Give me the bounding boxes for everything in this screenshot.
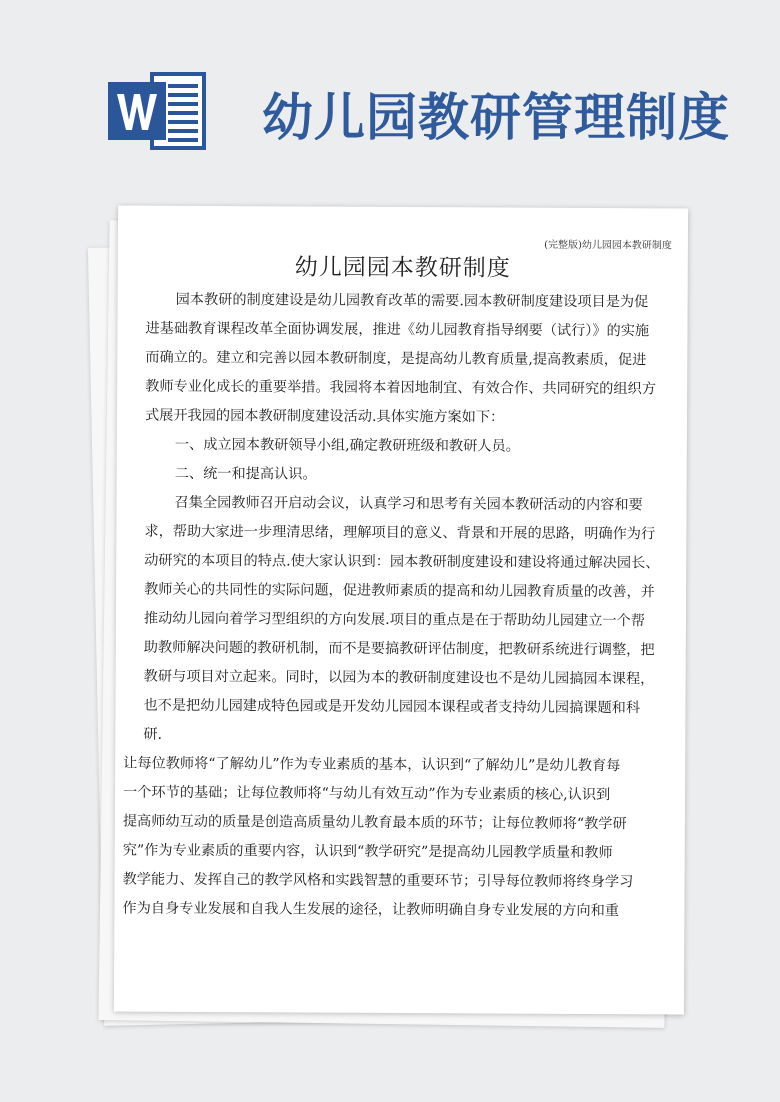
text-line: 求，帮助大家进一步理清思绪，理解项目的意义、背景和开展的思路，明确作为行 [144,523,656,543]
text-line: 研. [143,726,163,743]
text-line: 也不是把幼儿园建成特色园或是开发幼儿园园本课程或者支持幼儿园搞课题和科 [143,697,641,717]
document-label: (完整版)幼儿园园本教研制度 [544,239,672,252]
text-line: 园本教研的制度建设是幼儿园教育改革的需要.园本教研制度建设项目是为促 [175,291,649,311]
text-line: 助教师解决问题的教研机制，而不是要搞教研评估制度，把教研系统进行调整，把 [143,639,655,659]
text-line: 教研与项目对立起来。同时，以园为本的教研制度建设也不是幼儿园搞园本课程， [143,668,655,688]
text-line: 让每位教师将“了解幼儿”作为专业素质的基本，认识到“了解幼儿”是幼儿教育每 [123,755,621,775]
text-line: 一、成立园本教研领导小组,确定教研班级和教研人员。 [174,436,520,455]
header [0,0,780,200]
word-icon [108,70,208,152]
document-title: 幼儿园园本教研制度 [294,254,511,282]
text-line: 教学能力、发挥自己的教学风格和实践智慧的重要环节；引导每位教师将终身学习 [122,871,634,891]
text-line: 二、统一和提高认识。 [174,465,317,483]
text-line: 推动幼儿园向着学习型组织的方向发展.项目的重点是在于帮助幼儿园建立一个帮 [143,610,646,630]
text-line: 而确立的。建立和完善以园本教研制度，是提高幼儿教育质量,提高教素质，促进 [145,349,647,369]
text-line: 提高师幼互动的质量是创造高质量幼儿教育最本质的环节；让每位教师将“教学研 [122,813,627,833]
text-line: 召集全园教师召开启动会议，认真学习和思考有关园本教研活动的内容和要 [174,494,643,514]
text-line: 式展开我园的园本教研制度建设活动.具体实施方案如下： [144,407,505,426]
page-title: 幼儿园教研管理制度 [262,89,731,148]
document-body [122,286,665,927]
text-line: 动研究的本项目的特点.使大家认识到：园本教研制度建设和建设将通过解决园长、 [144,552,660,572]
text-line: 一个环节的基础；让每位教师将“与幼儿有效互动”作为专业素质的核心,认识到 [122,784,611,804]
text-line: 究”作为专业素质的重要内容，认识到“教学研究”是提高幼儿园教学质量和教师 [122,842,613,862]
text-line: 教师专业化成长的重要举措。我园将本着因地制宜、有效合作、共同研究的组织方 [145,378,656,398]
text-line: 教师关心的共同性的实际问题，促进教师素质的提高和幼儿园教育质量的改善，并 [144,581,655,601]
document-page [114,206,688,1015]
text-line: 作为自身专业发展和自我人生发展的途径，让教师明确自身专业发展的方向和重 [122,900,620,920]
text-line: 进基础教育课程改革全面协调发展，推进《幼儿园教育指导纲要（试行）》的实施 [145,320,650,340]
